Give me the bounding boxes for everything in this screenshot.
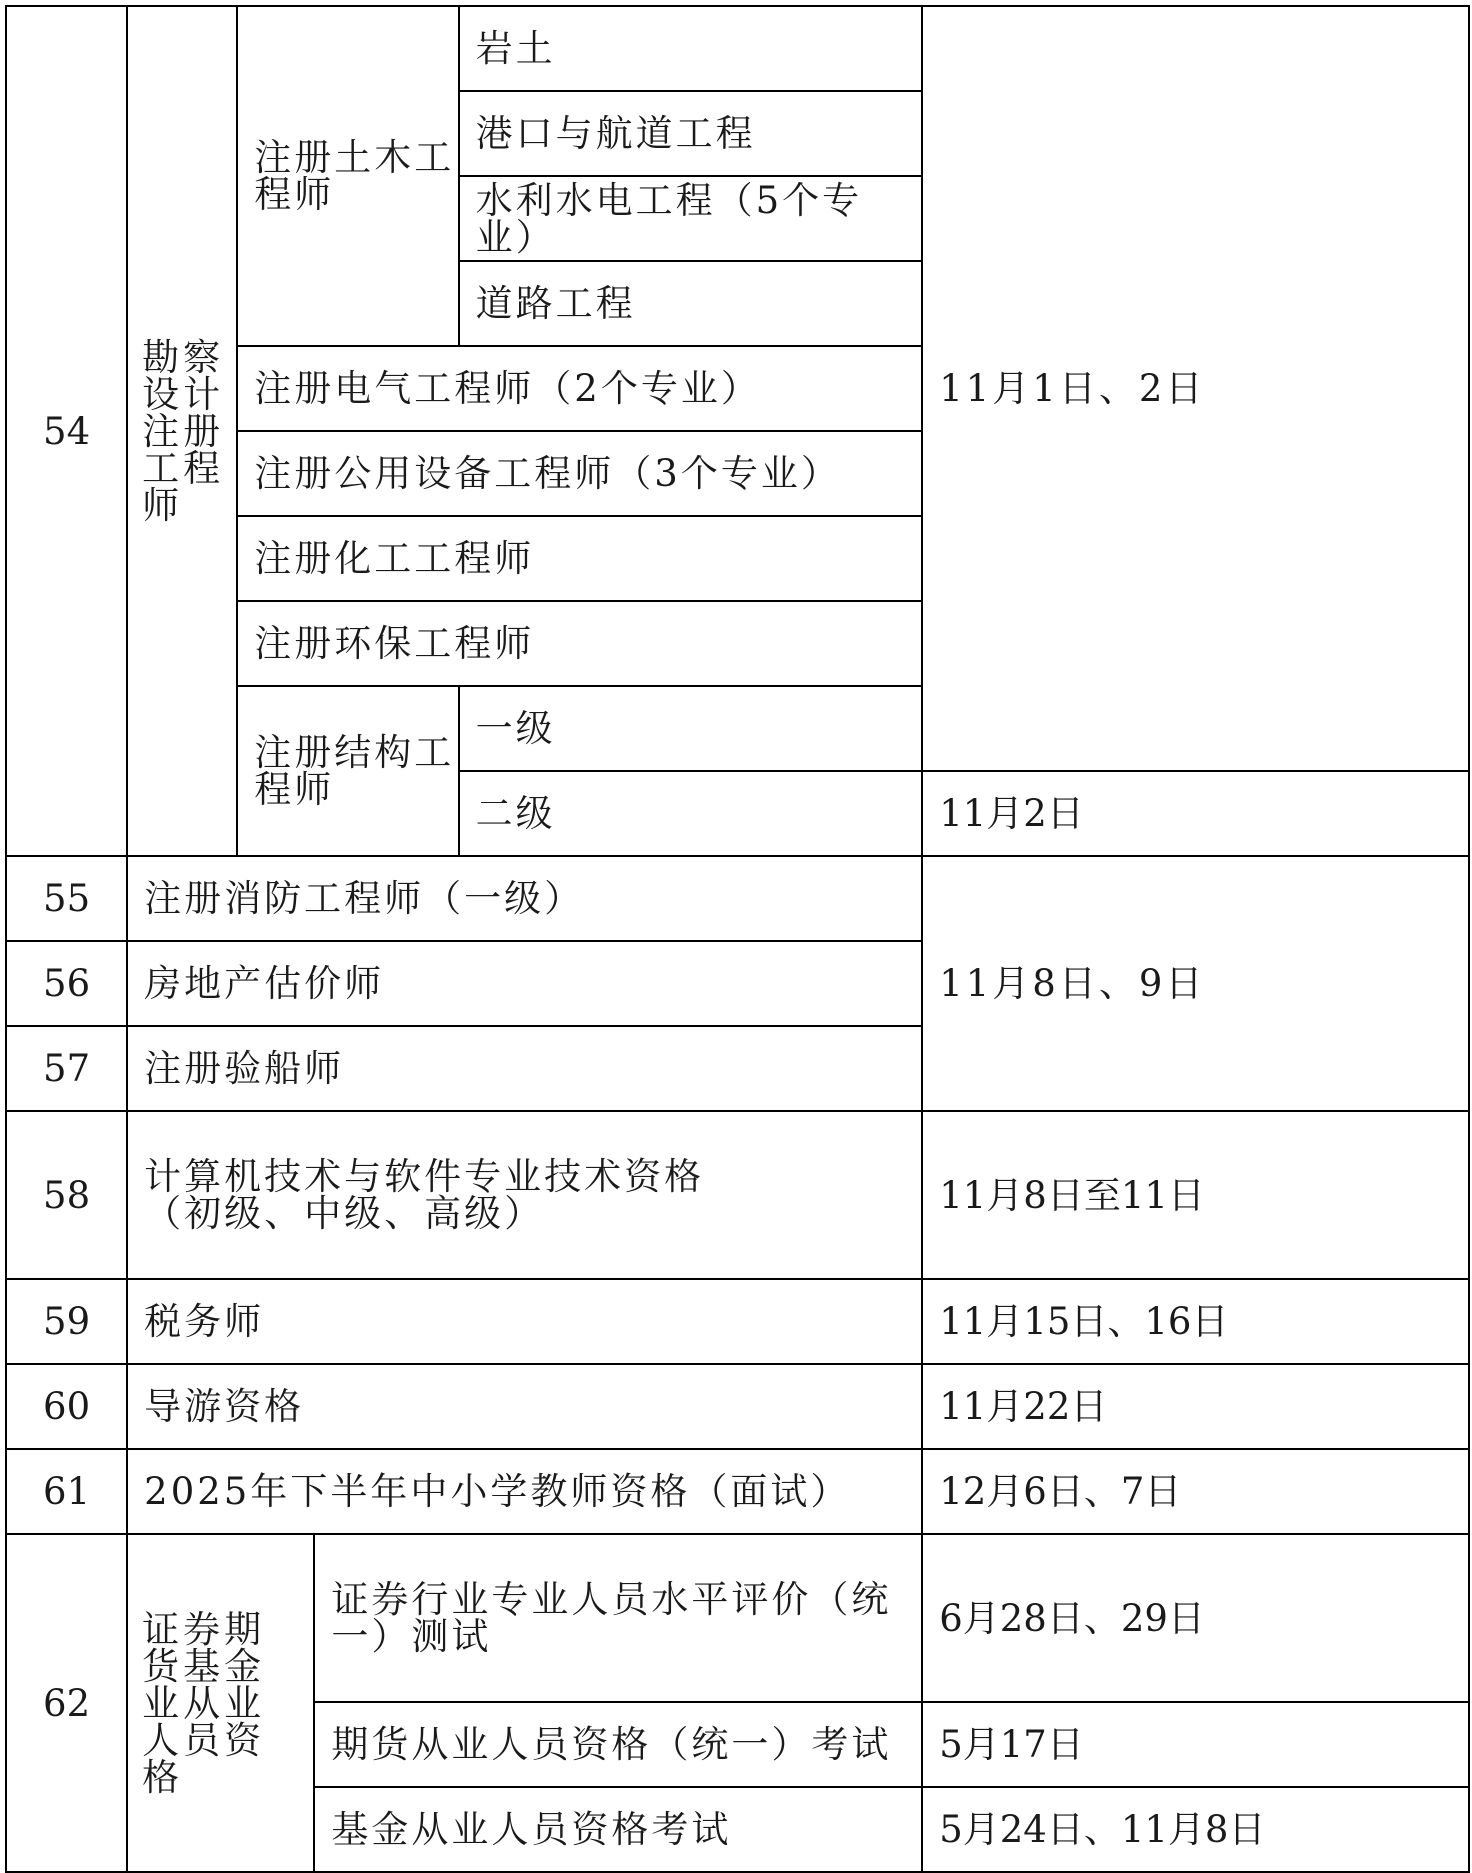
row-number: 56 — [6, 941, 127, 1026]
subcategory-cell: 注册化工工程师 — [237, 516, 922, 601]
table-row — [6, 1449, 1469, 1534]
table-row — [6, 1364, 1469, 1449]
specialty-cell: 水利水电工程（5个专业） — [459, 176, 923, 261]
specialty-cell: 岩土 — [459, 6, 923, 91]
subcategory-cell: 注册电气工程师（2个专业） — [237, 346, 922, 431]
exam-name-cell: 注册验船师 — [127, 1026, 922, 1111]
exam-date-cell: 5月24日、11月8日 — [922, 1787, 1469, 1872]
exam-date-cell: 12月6日、7日 — [922, 1449, 1469, 1534]
exam-name-cell: 注册消防工程师（一级） — [127, 856, 922, 941]
table-row — [6, 856, 1469, 941]
subcategory-cell: 注册土木工程师 — [237, 6, 458, 346]
exam-name-cell: 基金从业人员资格考试 — [314, 1787, 922, 1872]
exam-name-cell: 税务师 — [127, 1279, 922, 1364]
exam-name-cell: 房地产估价师 — [127, 941, 922, 1026]
subcategory-cell: 注册环保工程师 — [237, 601, 922, 686]
subcategory-cell: 注册公用设备工程师（3个专业） — [237, 431, 922, 516]
row-number: 58 — [6, 1111, 127, 1279]
row-number: 57 — [6, 1026, 127, 1111]
row-number: 60 — [6, 1364, 127, 1449]
row-number: 55 — [6, 856, 127, 941]
table-row — [6, 1279, 1469, 1364]
row-number: 62 — [6, 1534, 127, 1872]
category-cell: 勘察设计注册工程师 — [127, 6, 237, 856]
exam-name-cell: 期货从业人员资格（统一）考试 — [314, 1702, 922, 1787]
specialty-cell: 一级 — [459, 686, 923, 771]
exam-date-cell: 5月17日 — [922, 1702, 1469, 1787]
table-row — [6, 1534, 1469, 1702]
table-row — [6, 6, 1469, 91]
table-row — [6, 1111, 1469, 1279]
exam-date-cell: 6月28日、29日 — [922, 1534, 1469, 1702]
exam-name-cell: 证券行业专业人员水平评价（统一）测试 — [314, 1534, 922, 1702]
exam-name-cell: 导游资格 — [127, 1364, 922, 1449]
exam-date-cell: 11月22日 — [922, 1364, 1469, 1449]
specialty-cell: 港口与航道工程 — [459, 91, 923, 176]
row-number: 54 — [6, 6, 127, 856]
exam-date-cell: 11月2日 — [922, 771, 1469, 856]
subcategory-cell: 注册结构工程师 — [237, 686, 458, 856]
exam-date-cell: 11月8日、9日 — [922, 856, 1469, 1111]
exam-name-cell: 计算机技术与软件专业技术资格（初级、中级、高级） — [127, 1111, 922, 1279]
specialty-cell: 道路工程 — [459, 261, 923, 346]
exam-name-cell: 2025年下半年中小学教师资格（面试） — [127, 1449, 922, 1534]
row-number: 61 — [6, 1449, 127, 1534]
specialty-cell: 二级 — [459, 771, 923, 856]
exam-schedule-table — [5, 5, 1470, 1873]
exam-date-cell: 11月1日、2日 — [922, 6, 1469, 771]
category-cell: 证券期货基金业从业人员资格 — [127, 1534, 314, 1872]
exam-date-cell: 11月8日至11日 — [922, 1111, 1469, 1279]
row-number: 59 — [6, 1279, 127, 1364]
exam-date-cell: 11月15日、16日 — [922, 1279, 1469, 1364]
